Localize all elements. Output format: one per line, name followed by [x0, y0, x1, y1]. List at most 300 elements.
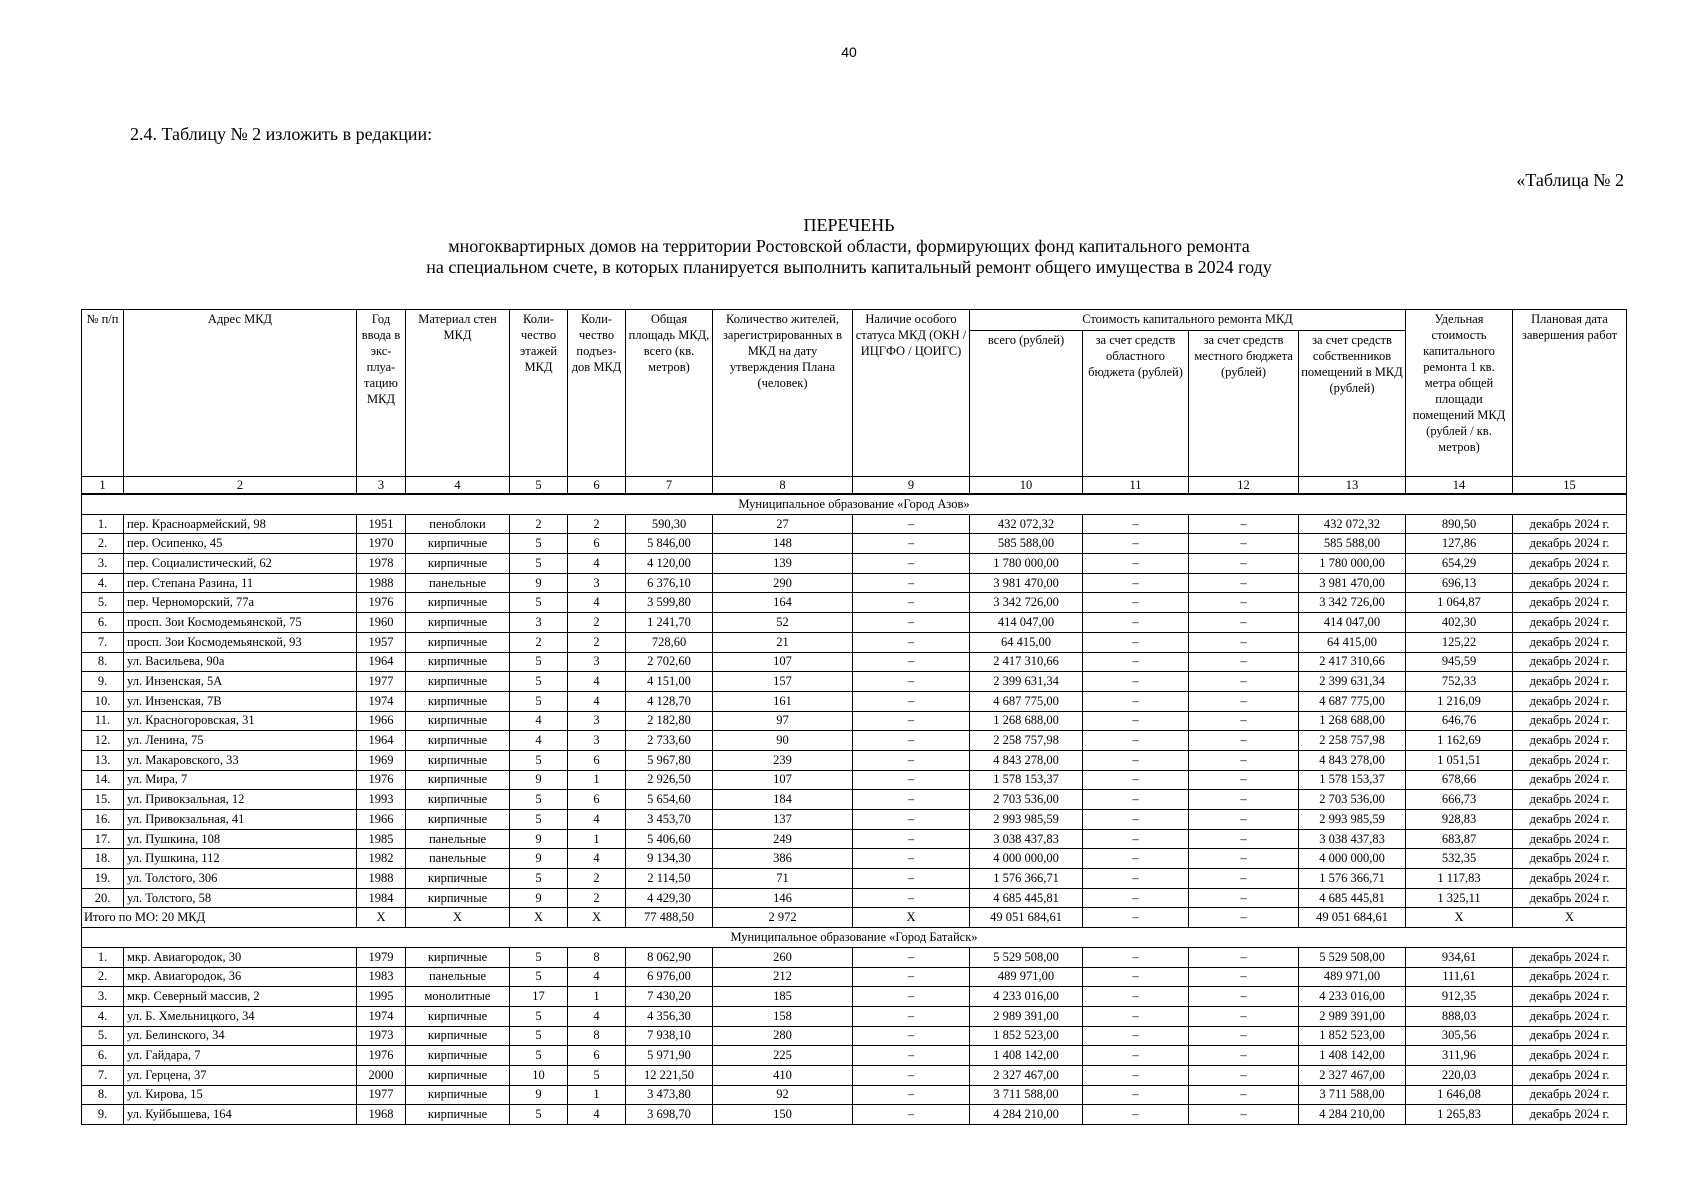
table-cell: 1 578 153,37: [970, 770, 1083, 790]
table-cell: 5 406,60: [626, 829, 713, 849]
table-cell: 6: [568, 534, 626, 554]
table-cell: 4 284 210,00: [970, 1105, 1083, 1125]
table-cell: 1993: [357, 790, 406, 810]
table-cell: –: [1083, 750, 1189, 770]
table-cell: 1 216,09: [1406, 691, 1513, 711]
table-cell: 4: [568, 1105, 626, 1125]
table-cell: –: [1189, 987, 1299, 1007]
table-cell: 4: [568, 593, 626, 613]
table-cell: –: [1083, 711, 1189, 731]
column-number: 15: [1513, 477, 1627, 495]
table-row: [82, 1046, 1627, 1066]
table-cell: 4 233 016,00: [1299, 987, 1406, 1007]
table-cell: 5: [510, 869, 568, 889]
table-cell: 752,33: [1406, 672, 1513, 692]
table-cell: 5: [510, 534, 568, 554]
table-cell: 107: [713, 770, 853, 790]
total-cell: 2 972: [713, 908, 853, 928]
table-cell: 9.: [82, 1105, 124, 1125]
table-cell: –: [1189, 1065, 1299, 1085]
table-cell: кирпичные: [406, 810, 510, 830]
table-cell: 6.: [82, 613, 124, 633]
section-title: Муниципальное образование «Город Батайск»: [82, 928, 1627, 948]
table-cell: –: [1189, 947, 1299, 967]
table-cell: панельные: [406, 573, 510, 593]
table-cell: –: [1083, 652, 1189, 672]
table-cell: –: [1083, 987, 1189, 1007]
table-cell: –: [1083, 1006, 1189, 1026]
table-cell: декабрь 2024 г.: [1513, 672, 1627, 692]
table-cell: 5: [510, 1026, 568, 1046]
table-cell: 410: [713, 1065, 853, 1085]
table-cell: 890,50: [1406, 514, 1513, 534]
table-cell: 1976: [357, 770, 406, 790]
column-number: 2: [124, 477, 357, 495]
table-row: [82, 554, 1627, 574]
table-cell: 15.: [82, 790, 124, 810]
table-cell: 6 976,00: [626, 967, 713, 987]
table-cell: –: [1083, 869, 1189, 889]
table-cell: –: [1189, 731, 1299, 751]
table-cell: 2 399 631,34: [970, 672, 1083, 692]
table-cell: 4 356,30: [626, 1006, 713, 1026]
table-cell: ул. Мира, 7: [124, 770, 357, 790]
table-cell: 1 268 688,00: [970, 711, 1083, 731]
table-cell: 1 051,51: [1406, 750, 1513, 770]
table-cell: кирпичные: [406, 1105, 510, 1125]
table-cell: –: [1189, 849, 1299, 869]
table-cell: 5: [510, 750, 568, 770]
table-cell: 13.: [82, 750, 124, 770]
table-cell: декабрь 2024 г.: [1513, 1105, 1627, 1125]
table-cell: декабрь 2024 г.: [1513, 869, 1627, 889]
total-cell: X: [357, 908, 406, 928]
table-cell: –: [1083, 1085, 1189, 1105]
col-header-number: № п/п: [82, 310, 124, 477]
table-cell: 9: [510, 573, 568, 593]
table-cell: 150: [713, 1105, 853, 1125]
table-cell: 2 703 536,00: [970, 790, 1083, 810]
table-cell: ул. Толстого, 306: [124, 869, 357, 889]
table-cell: 4: [568, 849, 626, 869]
table-cell: кирпичные: [406, 770, 510, 790]
table-cell: панельные: [406, 829, 510, 849]
table-row: [82, 1006, 1627, 1026]
table-cell: –: [1083, 790, 1189, 810]
table-cell: пер. Черноморский, 77а: [124, 593, 357, 613]
table-cell: кирпичные: [406, 1006, 510, 1026]
table-cell: 4 429,30: [626, 888, 713, 908]
table-cell: пер. Степана Разина, 11: [124, 573, 357, 593]
table-cell: –: [1189, 790, 1299, 810]
table-cell: 5: [510, 672, 568, 692]
table-cell: –: [1083, 1026, 1189, 1046]
table-cell: –: [1083, 593, 1189, 613]
column-number: 13: [1299, 477, 1406, 495]
page-number: 40: [841, 44, 857, 60]
table-cell: 7.: [82, 1065, 124, 1085]
table-cell: 3.: [82, 987, 124, 1007]
table-cell: 139: [713, 554, 853, 574]
total-cell: X: [1406, 908, 1513, 928]
table-cell: кирпичные: [406, 1065, 510, 1085]
table-cell: 4: [568, 810, 626, 830]
table-cell: 5: [510, 1006, 568, 1026]
table-cell: 1985: [357, 829, 406, 849]
col-header-material: Материал стен МКД: [406, 310, 510, 477]
table-cell: пеноблоки: [406, 514, 510, 534]
header-row-top: [82, 310, 1627, 331]
table-cell: 185: [713, 987, 853, 1007]
table-cell: 11.: [82, 711, 124, 731]
table-row: [82, 1105, 1627, 1125]
table-cell: 3 342 726,00: [970, 593, 1083, 613]
table-cell: 888,03: [1406, 1006, 1513, 1026]
table-cell: 2 926,50: [626, 770, 713, 790]
table-cell: 3 698,70: [626, 1105, 713, 1125]
table-cell: кирпичные: [406, 947, 510, 967]
table-cell: –: [1189, 1026, 1299, 1046]
section-row: [82, 494, 1627, 514]
table-cell: 4 284 210,00: [1299, 1105, 1406, 1125]
table-cell: 2 182,80: [626, 711, 713, 731]
table-cell: 4 128,70: [626, 691, 713, 711]
table-cell: 125,22: [1406, 632, 1513, 652]
table-cell: 1964: [357, 731, 406, 751]
col-header-entrances: Коли-чество подъез-дов МКД: [568, 310, 626, 477]
column-number: 8: [713, 477, 853, 495]
table-cell: 1973: [357, 1026, 406, 1046]
table-cell: 1957: [357, 632, 406, 652]
table-cell: –: [853, 967, 970, 987]
table-label: «Таблица № 2: [1516, 170, 1624, 190]
table-cell: –: [1189, 514, 1299, 534]
table-row: [82, 514, 1627, 534]
table-cell: –: [1083, 632, 1189, 652]
table-cell: 728,60: [626, 632, 713, 652]
table-cell: 3 599,80: [626, 593, 713, 613]
table-cell: –: [1083, 888, 1189, 908]
total-cell: X: [568, 908, 626, 928]
table-cell: –: [853, 1026, 970, 1046]
table-cell: 212: [713, 967, 853, 987]
table-cell: декабрь 2024 г.: [1513, 691, 1627, 711]
table-cell: –: [1083, 554, 1189, 574]
table-cell: декабрь 2024 г.: [1513, 534, 1627, 554]
table-cell: мкр. Авиагородок, 30: [124, 947, 357, 967]
table-cell: –: [1083, 967, 1189, 987]
table-cell: декабрь 2024 г.: [1513, 1006, 1627, 1026]
table-row: [82, 770, 1627, 790]
table-row: [82, 534, 1627, 554]
table-cell: декабрь 2024 г.: [1513, 652, 1627, 672]
table-cell: 1 646,08: [1406, 1085, 1513, 1105]
table-cell: –: [853, 869, 970, 889]
table-cell: просп. Зои Космодемьянской, 75: [124, 613, 357, 633]
table-cell: 666,73: [1406, 790, 1513, 810]
table-cell: 52: [713, 613, 853, 633]
table-cell: просп. Зои Космодемьянской, 93: [124, 632, 357, 652]
table-row: [82, 573, 1627, 593]
table-cell: –: [853, 987, 970, 1007]
table-cell: ул. Пушкина, 112: [124, 849, 357, 869]
table-cell: 928,83: [1406, 810, 1513, 830]
table-cell: 590,30: [626, 514, 713, 534]
table-cell: 646,76: [1406, 711, 1513, 731]
table-cell: –: [853, 534, 970, 554]
table-cell: 9: [510, 770, 568, 790]
table-cell: 4.: [82, 573, 124, 593]
table-cell: –: [1083, 1105, 1189, 1125]
table-row: [82, 849, 1627, 869]
column-number: 9: [853, 477, 970, 495]
table-row: [82, 987, 1627, 1007]
table-cell: 1 265,83: [1406, 1105, 1513, 1125]
table-row: [82, 652, 1627, 672]
table-cell: 311,96: [1406, 1046, 1513, 1066]
table-cell: –: [1083, 514, 1189, 534]
table-cell: ул. Пушкина, 108: [124, 829, 357, 849]
table-cell: декабрь 2024 г.: [1513, 1065, 1627, 1085]
table-cell: 225: [713, 1046, 853, 1066]
table-cell: кирпичные: [406, 554, 510, 574]
table-cell: 9.: [82, 672, 124, 692]
table-cell: 2 993 985,59: [970, 810, 1083, 830]
table-cell: –: [1083, 947, 1189, 967]
table-cell: 1 852 523,00: [1299, 1026, 1406, 1046]
table-cell: 7 938,10: [626, 1026, 713, 1046]
table-row: [82, 1026, 1627, 1046]
total-cell: 77 488,50: [626, 908, 713, 928]
table-cell: кирпичные: [406, 691, 510, 711]
table-cell: 2 258 757,98: [1299, 731, 1406, 751]
table-cell: 1 268 688,00: [1299, 711, 1406, 731]
table-cell: 148: [713, 534, 853, 554]
table-cell: 1974: [357, 1006, 406, 1026]
table-cell: 3 711 588,00: [970, 1085, 1083, 1105]
table-row: [82, 1085, 1627, 1105]
table-cell: –: [1189, 1085, 1299, 1105]
table-row: [82, 593, 1627, 613]
table-cell: 3: [568, 711, 626, 731]
column-number: 4: [406, 477, 510, 495]
table-cell: 1979: [357, 947, 406, 967]
table-cell: 4 843 278,00: [1299, 750, 1406, 770]
table-cell: 5 846,00: [626, 534, 713, 554]
table-cell: 4: [568, 1006, 626, 1026]
table-cell: –: [1083, 849, 1189, 869]
table-cell: 158: [713, 1006, 853, 1026]
table-cell: ул. Белинского, 34: [124, 1026, 357, 1046]
table-cell: ул. Герцена, 37: [124, 1065, 357, 1085]
table-cell: 1 408 142,00: [1299, 1046, 1406, 1066]
table-row: [82, 1065, 1627, 1085]
table-cell: 6: [568, 1046, 626, 1066]
heading-line-1: ПЕРЕЧЕНЬ: [803, 215, 895, 235]
table-cell: 4.: [82, 1006, 124, 1026]
table-cell: 386: [713, 849, 853, 869]
table-cell: 290: [713, 573, 853, 593]
table-cell: –: [1189, 711, 1299, 731]
table-cell: 1969: [357, 750, 406, 770]
table-cell: декабрь 2024 г.: [1513, 790, 1627, 810]
table-cell: 9: [510, 829, 568, 849]
table-cell: кирпичные: [406, 652, 510, 672]
table-cell: 249: [713, 829, 853, 849]
table-cell: декабрь 2024 г.: [1513, 554, 1627, 574]
table-cell: 934,61: [1406, 947, 1513, 967]
table-cell: 8: [568, 947, 626, 967]
table-row: [82, 711, 1627, 731]
table-cell: кирпичные: [406, 790, 510, 810]
table-cell: декабрь 2024 г.: [1513, 770, 1627, 790]
table-cell: –: [853, 888, 970, 908]
table-cell: 2 993 985,59: [1299, 810, 1406, 830]
column-number: 1: [82, 477, 124, 495]
table-cell: 2 989 391,00: [970, 1006, 1083, 1026]
heading-line-2: многоквартирных домов на территории Ростовской области, формирующих фонд капитального ремонта: [448, 236, 1250, 256]
table-cell: кирпичные: [406, 750, 510, 770]
table-cell: ул. Куйбышева, 164: [124, 1105, 357, 1125]
table-cell: –: [853, 672, 970, 692]
table-cell: 1960: [357, 613, 406, 633]
table-cell: мкр. Северный массив, 2: [124, 987, 357, 1007]
table-cell: 2 399 631,34: [1299, 672, 1406, 692]
table-cell: 5 529 508,00: [1299, 947, 1406, 967]
table-cell: 4 687 775,00: [970, 691, 1083, 711]
table-cell: кирпичные: [406, 672, 510, 692]
table-cell: 414 047,00: [970, 613, 1083, 633]
table-cell: 5: [510, 1105, 568, 1125]
table-cell: 1978: [357, 554, 406, 574]
table-cell: декабрь 2024 г.: [1513, 987, 1627, 1007]
table-cell: ул. Привокзальная, 12: [124, 790, 357, 810]
table-cell: декабрь 2024 г.: [1513, 632, 1627, 652]
table-cell: 280: [713, 1026, 853, 1046]
table-cell: 945,59: [1406, 652, 1513, 672]
table-cell: 4: [568, 691, 626, 711]
table-cell: –: [853, 691, 970, 711]
table-cell: –: [1083, 691, 1189, 711]
table-cell: 4 000 000,00: [970, 849, 1083, 869]
table-row: [82, 632, 1627, 652]
table-cell: 2.: [82, 967, 124, 987]
table-cell: 4 687 775,00: [1299, 691, 1406, 711]
table-cell: –: [1083, 573, 1189, 593]
table-cell: –: [853, 849, 970, 869]
table-cell: 21: [713, 632, 853, 652]
table-cell: 2 327 467,00: [1299, 1065, 1406, 1085]
table-cell: 9: [510, 1085, 568, 1105]
table-cell: –: [853, 632, 970, 652]
table-cell: 17.: [82, 829, 124, 849]
table-cell: 2.: [82, 534, 124, 554]
table-cell: 1: [568, 1085, 626, 1105]
table-cell: 3 453,70: [626, 810, 713, 830]
table-cell: 6.: [82, 1046, 124, 1066]
table-cell: 6: [568, 790, 626, 810]
table-cell: 1 325,11: [1406, 888, 1513, 908]
table-cell: ул. Красногоровская, 31: [124, 711, 357, 731]
total-cell: –: [1189, 908, 1299, 928]
table-cell: кирпичные: [406, 1026, 510, 1046]
table-cell: 5: [568, 1065, 626, 1085]
table-cell: 2 327 467,00: [970, 1065, 1083, 1085]
table-cell: 1 117,83: [1406, 869, 1513, 889]
table-cell: панельные: [406, 849, 510, 869]
table-cell: 489 971,00: [970, 967, 1083, 987]
table-cell: 5: [510, 652, 568, 672]
table-cell: 137: [713, 810, 853, 830]
table-cell: 2 733,60: [626, 731, 713, 751]
table-cell: 8 062,90: [626, 947, 713, 967]
table-cell: 2 417 310,66: [970, 652, 1083, 672]
table-cell: пер. Красноармейский, 98: [124, 514, 357, 534]
table-cell: –: [1189, 1105, 1299, 1125]
table-cell: –: [1083, 770, 1189, 790]
table-cell: 3 981 470,00: [1299, 573, 1406, 593]
table-row: [82, 790, 1627, 810]
table-cell: 8: [568, 1026, 626, 1046]
table-cell: 5: [510, 947, 568, 967]
table-cell: 2 114,50: [626, 869, 713, 889]
table-cell: 14.: [82, 770, 124, 790]
table-cell: декабрь 2024 г.: [1513, 829, 1627, 849]
table-cell: 5 967,80: [626, 750, 713, 770]
table-cell: 1 780 000,00: [1299, 554, 1406, 574]
table-cell: –: [853, 1065, 970, 1085]
table-cell: декабрь 2024 г.: [1513, 849, 1627, 869]
table-cell: декабрь 2024 г.: [1513, 1026, 1627, 1046]
table-cell: кирпичные: [406, 869, 510, 889]
table-cell: 184: [713, 790, 853, 810]
table-cell: 1 408 142,00: [970, 1046, 1083, 1066]
houses-table: [81, 309, 1627, 1125]
table-cell: 432 072,32: [1299, 514, 1406, 534]
table-cell: 1951: [357, 514, 406, 534]
table-cell: 1 576 366,71: [1299, 869, 1406, 889]
table-cell: 4 843 278,00: [970, 750, 1083, 770]
table-cell: монолитные: [406, 987, 510, 1007]
col-header-floors: Коли-чество этажей МКД: [510, 310, 568, 477]
section-title: Муниципальное образование «Город Азов»: [82, 494, 1627, 514]
total-cell: 49 051 684,61: [1299, 908, 1406, 928]
table-cell: –: [1189, 613, 1299, 633]
table-cell: 3 981 470,00: [970, 573, 1083, 593]
table-cell: –: [1083, 731, 1189, 751]
table-cell: кирпичные: [406, 613, 510, 633]
table-cell: 4 685 445,81: [970, 888, 1083, 908]
total-cell: 49 051 684,61: [970, 908, 1083, 928]
table-cell: –: [1189, 810, 1299, 830]
table-cell: –: [853, 1105, 970, 1125]
section-row: [82, 928, 1627, 948]
table-cell: кирпичные: [406, 1085, 510, 1105]
table-cell: 432 072,32: [970, 514, 1083, 534]
table-cell: 7.: [82, 632, 124, 652]
table-cell: 97: [713, 711, 853, 731]
table-cell: ул. Толстого, 58: [124, 888, 357, 908]
table-cell: 9: [510, 888, 568, 908]
table-cell: 1 064,87: [1406, 593, 1513, 613]
table-cell: 17: [510, 987, 568, 1007]
table-cell: 1 578 153,37: [1299, 770, 1406, 790]
table-cell: 6 376,10: [626, 573, 713, 593]
table-cell: кирпичные: [406, 534, 510, 554]
table-cell: 1966: [357, 810, 406, 830]
table-cell: 4 120,00: [626, 554, 713, 574]
table-cell: 414 047,00: [1299, 613, 1406, 633]
